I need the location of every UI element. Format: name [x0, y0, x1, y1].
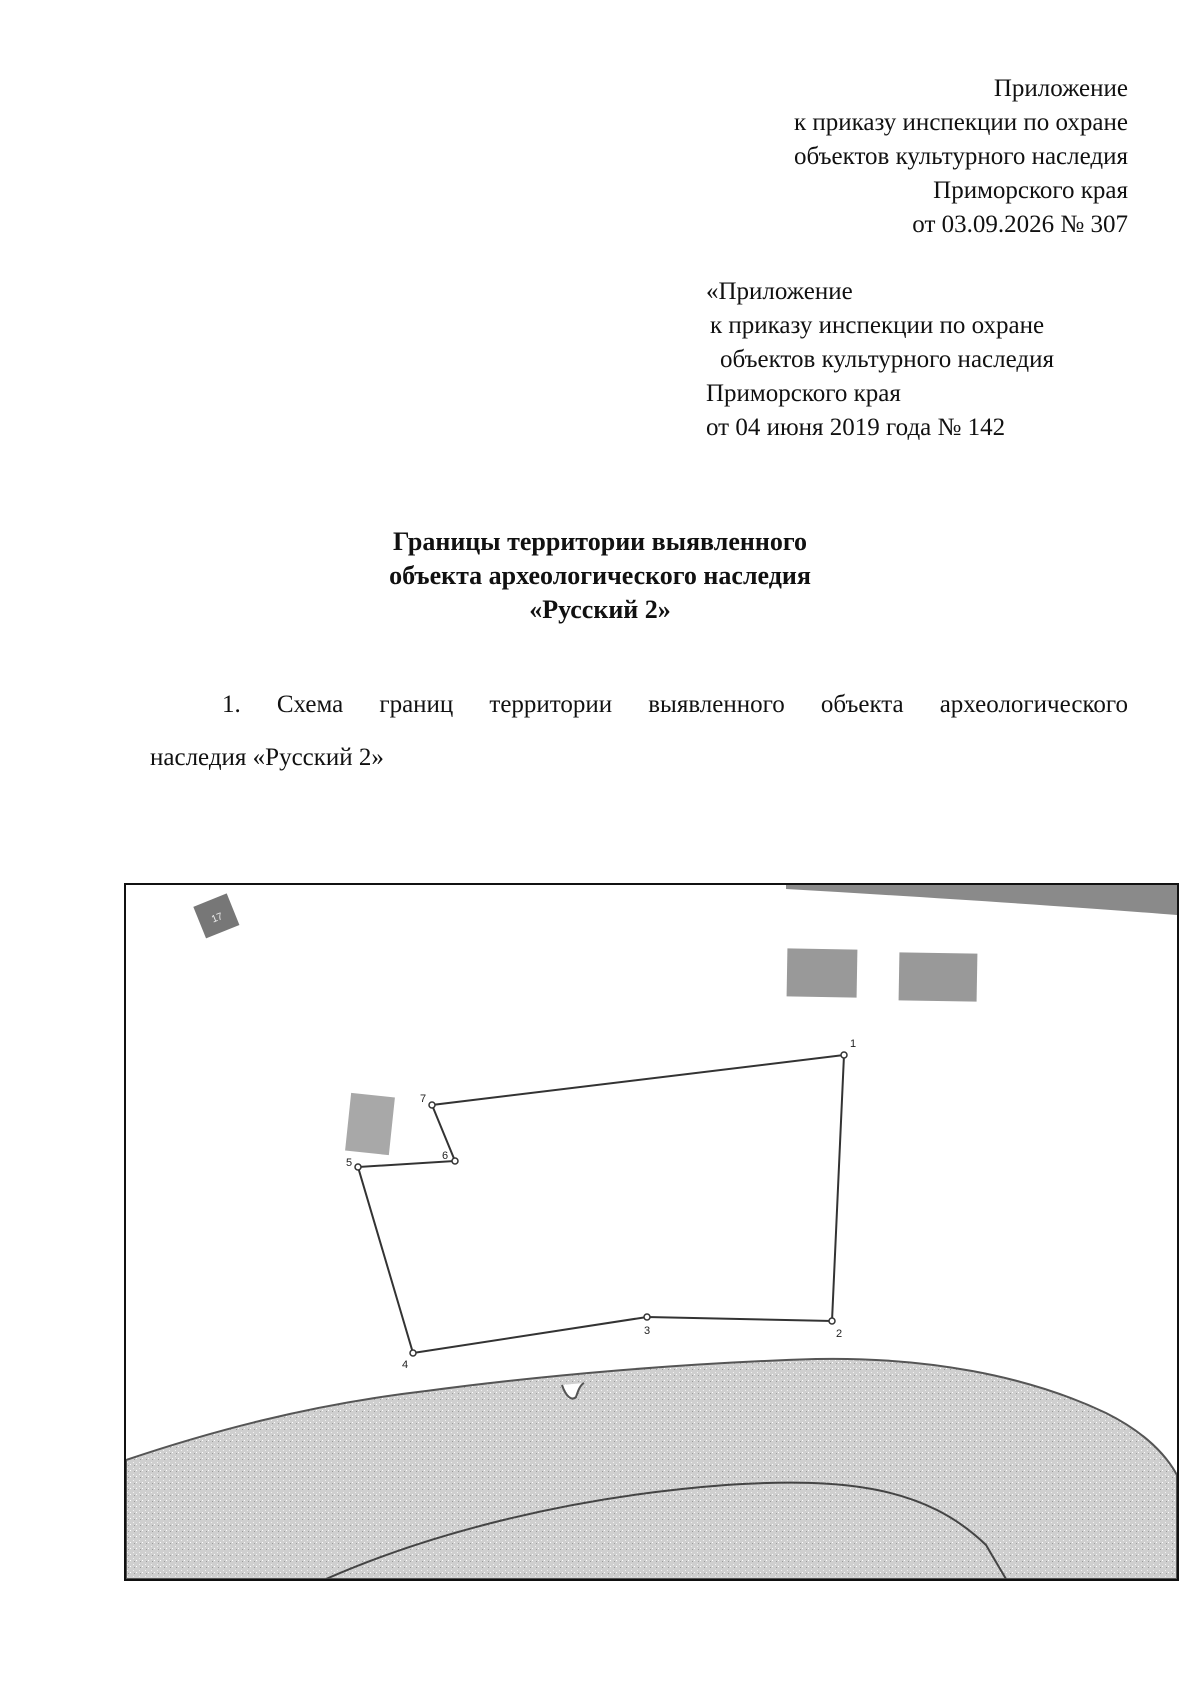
boundary-point-marker	[644, 1314, 650, 1320]
boundary-map	[124, 883, 1179, 1581]
building	[345, 1093, 395, 1155]
boundary-point-marker	[841, 1052, 847, 1058]
site-boundary-polygon	[358, 1055, 844, 1353]
section-word: территории	[489, 691, 613, 718]
boundary-layer	[346, 1038, 856, 1371]
boundary-point-marker	[429, 1102, 435, 1108]
building	[899, 952, 978, 1001]
document-title	[0, 525, 1200, 627]
parcel-label: 17	[210, 911, 225, 926]
section-word: границ	[379, 691, 454, 718]
boundary-point-marker	[410, 1350, 416, 1356]
map-canvas	[126, 885, 1177, 1579]
quoted-appendix-line: к приказу инспекции по охране	[710, 312, 1045, 339]
header-appendix-line: от 03.09.2026 № 307	[912, 211, 1128, 238]
section-1-continuation: наследия «Русский 2»	[150, 744, 384, 771]
water-area	[126, 1359, 1177, 1579]
quoted-appendix	[706, 275, 1054, 445]
section-1-first-line	[150, 688, 1128, 722]
boundary-point-label: 1	[850, 1038, 857, 1050]
building	[787, 948, 858, 997]
title-line: Границы территории выявленного	[392, 527, 808, 556]
header-appendix-line: Приморского края	[933, 177, 1128, 204]
boundary-point-label: 5	[346, 1157, 353, 1169]
road-strip	[786, 885, 1177, 915]
quoted-appendix-line: «Приложение	[706, 278, 853, 305]
section-word: Схема	[276, 691, 344, 718]
header-appendix-line: Приложение	[993, 75, 1128, 102]
section-word: выявленного	[648, 691, 785, 718]
title-line: «Русский 2»	[529, 595, 671, 624]
boundary-point-label: 3	[644, 1325, 651, 1337]
header-appendix-line: объектов культурного наследия	[794, 143, 1128, 170]
boundary-point-label: 6	[442, 1150, 449, 1162]
section-number: 1.	[222, 691, 241, 718]
boundary-point-marker	[452, 1158, 458, 1164]
section-word: археологического	[939, 691, 1128, 718]
boundary-point-label: 4	[402, 1359, 409, 1371]
parcel-17	[193, 893, 239, 938]
title-line: объекта археологического наследия	[389, 561, 811, 590]
quoted-appendix-line: объектов культурного наследия	[720, 346, 1054, 373]
quoted-appendix-line: от 04 июня 2019 года № 142	[706, 414, 1006, 441]
boundary-point-marker	[355, 1164, 361, 1170]
header-appendix	[794, 72, 1128, 242]
boundary-point-label: 2	[836, 1328, 843, 1340]
boundary-point-label: 7	[420, 1093, 427, 1105]
header-appendix-line: к приказу инспекции по охране	[793, 109, 1128, 136]
quoted-appendix-line: Приморского края	[706, 380, 901, 407]
section-word: объекта	[820, 691, 904, 718]
boundary-point-marker	[829, 1318, 835, 1324]
